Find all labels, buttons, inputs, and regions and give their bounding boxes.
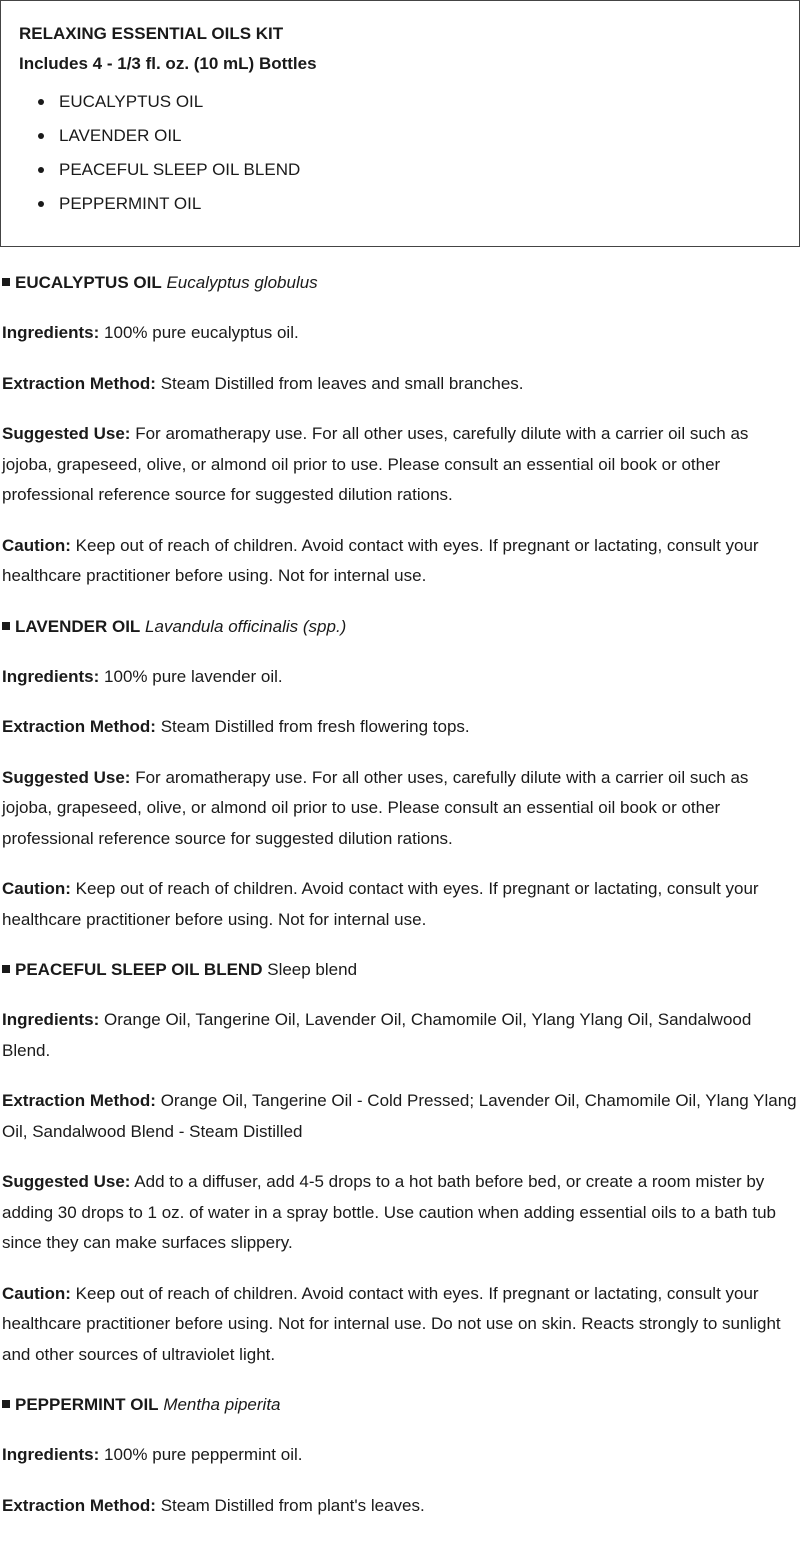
extraction-label: Extraction Method:: [2, 1091, 156, 1110]
extraction-label: Extraction Method:: [2, 1495, 156, 1515]
list-item: EUCALYPTUS OIL: [59, 85, 300, 119]
kit-item-list: [1, 85, 300, 221]
extraction-text: [2, 1491, 798, 1522]
caution-label: Caution:: [2, 535, 71, 555]
square-bullet-icon: [2, 278, 10, 286]
extraction-value: Steam Distilled from leaves and small branches.: [160, 373, 524, 393]
extraction-label: Extraction Method:: [2, 373, 156, 393]
caution-label: Caution:: [2, 879, 71, 898]
oil-heading: [2, 612, 798, 642]
suggested-use-text: [2, 763, 798, 855]
extraction-value: Steam Distilled from fresh flowering tops.: [160, 717, 470, 736]
ingredients-label: Ingredients:: [2, 1445, 100, 1464]
extraction-value: Steam Distilled from plant's leaves.: [160, 1495, 425, 1515]
ingredients-label: Ingredients:: [2, 323, 100, 342]
suggested-use-value: For aromatherapy use. For all other uses, carefully dilute with a carrier oil such as jojoba, grapeseed, olive, or almond oil prior to use. Please consult an essential oil book or other professional reference source for suggested dilution rations.: [2, 767, 749, 848]
kit-summary-box: [0, 0, 800, 247]
caution-value: Keep out of reach of children. Avoid contact with eyes. If pregnant or lactating, consult your healthcare practitioner before using. Not for internal use.: [2, 535, 759, 585]
oil-latin-name: Eucalyptus globulus: [166, 273, 318, 292]
caution-value: Keep out of reach of children. Avoid contact with eyes. If pregnant or lactating, consult your healthcare practitioner before using. Not for internal use.: [2, 879, 759, 929]
suggested-use-label: Suggested Use:: [2, 1172, 131, 1191]
list-item: PEACEFUL SLEEP OIL BLEND: [59, 153, 300, 187]
ingredients-text: [2, 1005, 798, 1066]
list-item: LAVENDER OIL: [59, 119, 300, 153]
oil-heading: [2, 955, 798, 985]
ingredients-value: 100% pure lavender oil.: [104, 666, 283, 686]
ingredients-label: Ingredients:: [2, 666, 100, 686]
suggested-use-label: Suggested Use:: [2, 424, 131, 443]
oil-name: EUCALYPTUS OIL: [15, 273, 162, 292]
oil-heading: [2, 1390, 798, 1420]
oil-name: PEPPERMINT OIL: [15, 1395, 159, 1414]
suggested-use-value: For aromatherapy use. For all other uses, carefully dilute with a carrier oil such as jojoba, grapeseed, olive, or almond oil prior to use. Please consult an essential oil book or other professional reference source for suggested dilution rations.: [2, 424, 749, 504]
square-bullet-icon: [2, 965, 10, 973]
oil-name: PEACEFUL SLEEP OIL BLEND: [15, 960, 263, 979]
ingredients-label: Ingredients:: [2, 1010, 100, 1029]
oil-latin-name: Lavandula officinalis (spp.): [145, 616, 347, 636]
kit-title: RELAXING ESSENTIAL OILS KIT: [19, 24, 284, 43]
suggested-use-label: Suggested Use:: [2, 767, 131, 787]
ingredients-value: Orange Oil, Tangerine Oil, Lavender Oil, Chamomile Oil, Ylang Ylang Oil, Sandalwood Blend.: [2, 1010, 752, 1060]
ingredients-value: 100% pure eucalyptus oil.: [104, 323, 299, 342]
oil-latin-name: Sleep blend: [267, 960, 358, 979]
extraction-text: [2, 369, 798, 400]
ingredients-text: [2, 662, 798, 693]
extraction-text: [2, 1086, 798, 1147]
ingredients-text: [2, 1440, 798, 1471]
extraction-label: Extraction Method:: [2, 717, 156, 736]
oil-section-peaceful-sleep: [2, 955, 798, 1370]
oil-latin-name: Mentha piperita: [163, 1395, 281, 1414]
ingredients-value: 100% pure peppermint oil.: [104, 1445, 303, 1464]
caution-value: Keep out of reach of children. Avoid contact with eyes. If pregnant or lactating, consult your healthcare practitioner before using. Not for internal use. Do not use on skin. Reacts strongly to sunlight and other sources of ultraviolet light.: [2, 1283, 781, 1364]
caution-text: [2, 531, 798, 592]
list-item: PEPPERMINT OIL: [59, 187, 300, 221]
oil-section-eucalyptus: [2, 268, 798, 592]
caution-text: [2, 1279, 798, 1371]
extraction-text: [2, 712, 798, 743]
oil-name: LAVENDER OIL: [15, 616, 141, 636]
extraction-value: Orange Oil, Tangerine Oil - Cold Pressed; Lavender Oil, Chamomile Oil, Ylang Ylang Oil, Sandalwood Blend - Steam Distilled: [2, 1091, 797, 1141]
kit-subtitle: Includes 4 - 1/3 fl. oz. (10 mL) Bottles: [19, 54, 317, 73]
oil-heading: [2, 268, 798, 298]
square-bullet-icon: [2, 622, 10, 630]
suggested-use-text: [2, 1167, 798, 1259]
oil-section-lavender: [2, 612, 798, 936]
caution-label: Caution:: [2, 1283, 71, 1303]
square-bullet-icon: [2, 1400, 10, 1408]
oil-section-peppermint: [2, 1390, 798, 1521]
oil-details: [2, 268, 798, 1541]
suggested-use-text: [2, 419, 798, 511]
ingredients-text: [2, 318, 798, 349]
caution-text: [2, 874, 798, 935]
suggested-use-value: Add to a diffuser, add 4-5 drops to a hot bath before bed, or create a room mister by adding 30 drops to 1 oz. of water in a spray bottle. Use caution when adding essential oils to a bath tub since they can make surfaces slippery.: [2, 1172, 776, 1252]
